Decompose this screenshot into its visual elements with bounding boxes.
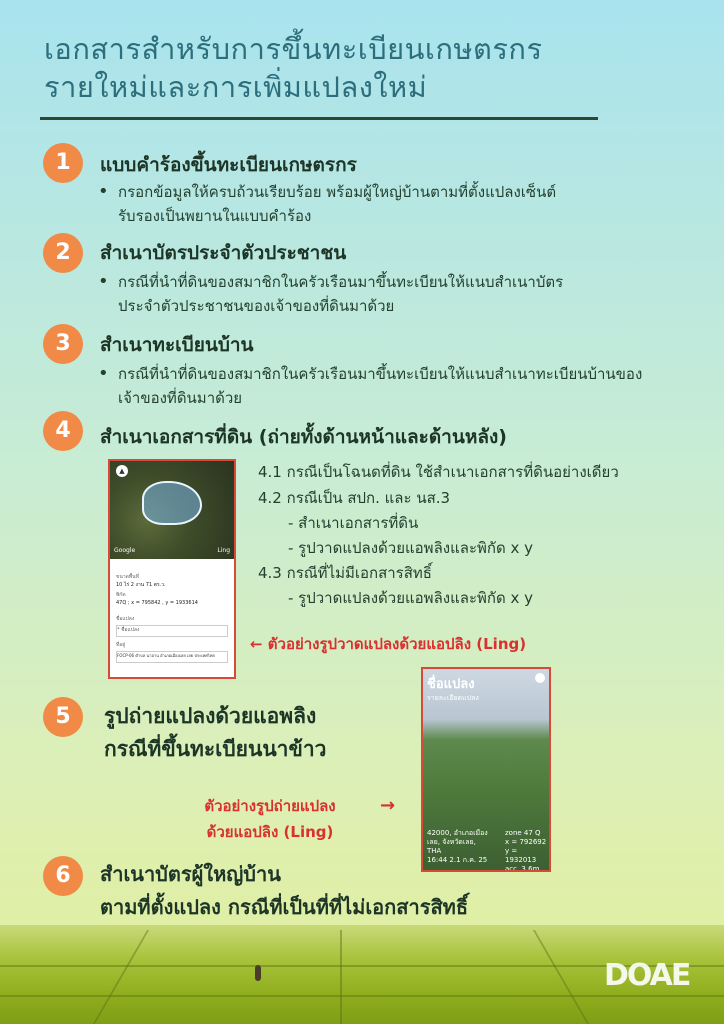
- title-line-1: เอกสารสำหรับการขึ้นทะเบียนเกษตรกร: [44, 32, 543, 66]
- address-field: FOCP-06 ตำบล นาอาน อำเภอเมืองเลย เลย ประเทศไทย: [116, 651, 228, 663]
- map-ling-label: Ling: [217, 547, 230, 554]
- plot-name-label: ชื่อแปลง: [116, 616, 135, 622]
- step-1-badge: 1: [43, 143, 83, 183]
- title-line-2: รายใหม่และการเพิ่มแปลงใหม่: [44, 70, 428, 104]
- photo-location-line-2: เลย, จังหวัดเลย,: [427, 838, 476, 846]
- photo-location-line-3: THA: [427, 847, 442, 855]
- photo-timestamp: 16:44 2.1 ก.ค. 25: [427, 856, 488, 864]
- arrow-right-icon: →: [380, 795, 396, 816]
- field-line: [93, 930, 149, 1024]
- step-4-sub-2a: - สำเนาเอกสารที่ดิน: [288, 514, 419, 532]
- field-line: [340, 930, 342, 1024]
- step-5-heading-line-1: รูปถ่ายแปลงด้วยแอพลิง: [104, 704, 317, 728]
- step-5-badge: 5: [43, 697, 83, 737]
- step-1-bullet-line-1: • กรอกข้อมูลให้ครบถ้วนเรียบร้อย พร้อมผู้ใหญ่บ้านตามที่ตั้งแปลงเซ็นต์: [118, 183, 557, 201]
- plot-name-field: * ชื่อแปลง: [116, 625, 228, 637]
- photo-example-caption-line-1: ตัวอย่างรูปถ่ายแปลง: [204, 797, 336, 815]
- farmer-figure: [255, 965, 261, 981]
- photo-x: x = 792692: [505, 838, 547, 846]
- map-google-label: Google: [114, 547, 136, 554]
- step-3-heading: สำเนาทะเบียนบ้าน: [100, 334, 254, 356]
- coord-value: 47Q ; x = 795842 , y = 1933614: [116, 600, 198, 606]
- step-2-bullet-line-1: • กรณีที่นำที่ดินของสมาชิกในครัวเรือนมาขึ้นทะเบียนให้แนบสำเนาบัตร: [118, 273, 564, 291]
- coord-label: พิกัด: [116, 592, 126, 598]
- step-3-bullet: [98, 362, 642, 410]
- page-title: [44, 30, 543, 106]
- photo-coordinates: [505, 829, 549, 872]
- photo-zone: zone 47 Q: [505, 829, 541, 837]
- step-1-bullet-line-2: รับรองเป็นพยานในแบบคำร้อง: [118, 207, 312, 225]
- title-divider: [40, 117, 598, 120]
- step-4-heading: สำเนาเอกสารที่ดิน (ถ่ายทั้งด้านหน้าและด้านหลัง): [100, 426, 507, 448]
- step-6-heading-line-2: ตามที่ตั้งแปลง กรณีที่เป็นที่ที่ไม่เอกสารสิทธิ์: [100, 895, 469, 919]
- step-6-badge: 6: [43, 856, 83, 896]
- area-value: 10 ไร่ 2 งาน 71 ตร.ว.: [116, 582, 166, 588]
- step-5-heading-line-2: กรณีที่ขึ้นทะเบียนนาข้าว: [104, 737, 327, 761]
- user-icon: [535, 673, 545, 683]
- step-4-badge: 4: [43, 411, 83, 451]
- step-1-bullet: [98, 180, 556, 228]
- step-2-bullet-line-2: ประจำตัวประชาชนของเจ้าของที่ดินมาด้วย: [118, 297, 395, 315]
- photo-location-line-1: 42000, อำเภอเมือง: [427, 829, 488, 837]
- step-1-heading: แบบคำร้องขึ้นทะเบียนเกษตรกร: [100, 154, 357, 176]
- photo-title: ชื่อแปลง: [427, 677, 475, 692]
- photo-example-caption: [170, 793, 370, 845]
- step-6-heading: [100, 858, 468, 924]
- step-2-badge: 2: [43, 233, 83, 273]
- address-label: ที่อยู่: [116, 642, 126, 648]
- photo-example-caption-line-2: ด้วยแอปลิง (Ling): [206, 823, 334, 841]
- step-3-bullet-line-2: เจ้าของที่ดินมาด้วย: [118, 389, 243, 407]
- step-2-bullet: [98, 270, 563, 318]
- field-line: [533, 930, 589, 1024]
- step-3-bullet-line-1: • กรณีที่นำที่ดินของสมาชิกในครัวเรือนมาขึ้นทะเบียนให้แนบสำเนาทะเบียนบ้านของ: [118, 365, 643, 383]
- compass-icon: ▲: [116, 465, 128, 477]
- ling-photo-example-image: [421, 667, 551, 872]
- satellite-map: [110, 461, 234, 559]
- photo-subtitle: รายละเอียดแปลง: [427, 694, 479, 702]
- step-3-badge: 3: [43, 324, 83, 364]
- step-4-sub-2: 4.2 กรณีเป็น สปก. และ นส.3: [258, 489, 451, 507]
- plot-form: [110, 559, 234, 677]
- step-4-sub-3: 4.3 กรณีที่ไม่มีเอกสารสิทธิ์: [258, 564, 432, 582]
- step-4-sub-1: 4.1 กรณีเป็นโฉนดที่ดิน ใช้สำเนาเอกสารที่ดินอย่างเดียว: [258, 463, 619, 481]
- photo-y: y = 1932013: [505, 847, 537, 864]
- step-5-heading: [104, 700, 326, 766]
- doae-logo: DOAE: [604, 958, 690, 993]
- photo-accuracy: acc. 3.6m: [505, 865, 540, 872]
- area-label: ขนาดพื้นที่: [116, 574, 139, 580]
- ling-drawing-example-image: [108, 459, 236, 679]
- step-2-heading: สำเนาบัตรประจำตัวประชาชน: [100, 242, 347, 264]
- step-6-heading-line-1: สำเนาบัตรผู้ใหญ่บ้าน: [100, 862, 281, 886]
- drawing-example-caption: ← ตัวอย่างรูปวาดแปลงด้วยแอปลิง (Ling): [250, 635, 527, 653]
- step-4-sub-2b: - รูปวาดแปลงด้วยแอพลิงและพิกัด x y: [288, 539, 534, 557]
- plot-polygon: [142, 481, 202, 525]
- step-4-sub-3a: - รูปวาดแปลงด้วยแอพลิงและพิกัด x y: [288, 589, 534, 607]
